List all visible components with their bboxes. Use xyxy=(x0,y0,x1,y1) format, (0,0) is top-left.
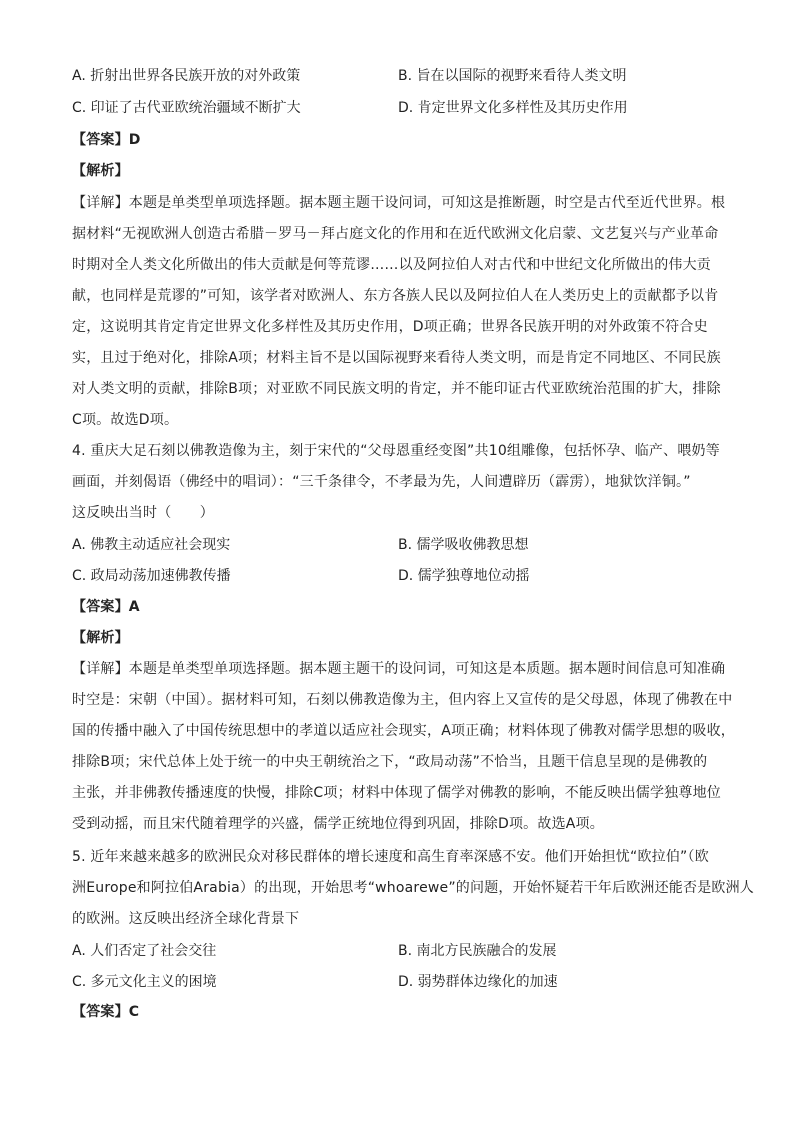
q4-analysis-heading: 【解析】 xyxy=(72,630,129,646)
q5-option-c: C. 多元文化主义的困境 xyxy=(72,974,217,990)
q4-detail-line: 【详解】本题是单类型单项选择题。据本题主题干的设问词，可知这是本质题。据本题时间信息可知准确 xyxy=(72,661,726,677)
q3-option-b: B. 旨在以国际的视野来看待人类文明 xyxy=(398,68,627,84)
q4-option-d: D. 儒学独尊地位动摇 xyxy=(398,568,530,584)
q5-option-a: A. 人们否定了社会交往 xyxy=(72,943,217,959)
q5-answer: 【答案】C xyxy=(72,1004,140,1020)
q3-detail-line: C项。故选D项。 xyxy=(72,412,179,428)
q4-detail-line: 主张，并非佛教传播速度的快慢，排除C项；材料中体现了儒学对佛教的影响，不能反映出儒学独尊地位 xyxy=(72,785,721,801)
q4-stem-line: 画面，并刻偈语（佛经中的唱词）：“三千条律令，不孝最为先，人间遭辟历（霹雳），地狱饮洋铜。” xyxy=(72,474,691,490)
q4-stem-line: 4. 重庆大足石刻以佛教造像为主，刻于宋代的“父母恩重经变图”共10组雕像，包括怀孕、临产、喂奶等 xyxy=(72,443,720,459)
q3-analysis-heading: 【解析】 xyxy=(72,163,129,179)
q3-detail-line: 实，且过于绝对化，排除A项；材料主旨不是以国际视野来看待人类文明，而是肯定不同地区、不同民族 xyxy=(72,350,721,366)
q4-detail-line: 排除B项；宋代总体上处于统一的中央王朝统治之下，“政局动荡”不恰当，且题干信息呈现的是佛教的 xyxy=(72,754,708,770)
q3-answer: 【答案】D xyxy=(72,132,141,148)
q5-stem-line: 洲Europe和阿拉伯Arabia）的出现，开始思考“whoarewe”的问题，开始怀疑若干年后欧洲还能否是欧洲人 xyxy=(72,880,754,896)
q3-detail-line: 献，也同样是荒谬的”可知，该学者对欧洲人、东方各族人民以及阿拉伯人在人类历史上的贡献都予以肯 xyxy=(72,288,719,304)
q5-option-b: B. 南北方民族融合的发展 xyxy=(398,943,557,959)
q4-answer: 【答案】A xyxy=(72,599,140,615)
q4-stem-line: 这反映出当时（ ） xyxy=(72,505,214,521)
q4-detail-line: 受到动摇，而且宋代随着理学的兴盛，儒学正统地位得到巩固，排除D项。故选A项。 xyxy=(72,816,604,832)
q4-option-b: B. 儒学吸收佛教思想 xyxy=(398,537,529,553)
q3-detail-line: 对人类文明的贡献，排除B项；对亚欧不同民族文明的肯定，并不能印证古代亚欧统治范围的扩大，排除 xyxy=(72,381,721,397)
q4-detail-line: 时空是：宋朝（中国）。据材料可知，石刻以佛教造像为主，但内容上又宣传的是父母恩，体现了佛教在中 xyxy=(72,692,733,708)
q5-stem-line: 5. 近年来越来越多的欧洲民众对移民群体的增长速度和高生育率深感不安。他们开始担忧“欧拉伯”（欧 xyxy=(72,849,709,865)
q5-stem-line: 的欧洲。这反映出经济全球化背景下 xyxy=(72,911,300,927)
q3-option-c: C. 印证了古代亚欧统治疆域不断扩大 xyxy=(72,100,301,116)
q3-detail-line: 时期对全人类文化所做出的伟大贡献是何等荒谬……以及阿拉伯人对古代和中世纪文化所做出的伟大贡 xyxy=(72,257,711,273)
q4-option-c: C. 政局动荡加速佛教传播 xyxy=(72,568,231,584)
q3-detail-line: 【详解】本题是单类型单项选择题。据本题主题干设问词，可知这是推断题，时空是古代至近代世界。根 xyxy=(72,195,726,211)
q3-detail-line: 定，这说明其肯定肯定世界文化多样性及其历史作用，D项正确；世界各民族开明的对外政策不符合史 xyxy=(72,319,708,335)
q3-option-a: A. 折射出世界各民族开放的对外政策 xyxy=(72,68,301,84)
q3-option-d: D. 肯定世界文化多样性及其历史作用 xyxy=(398,100,628,116)
q4-detail-line: 国的传播中融入了中国传统思想中的孝道以适应社会现实，A项正确；材料体现了佛教对儒学思想的吸收， xyxy=(72,723,735,739)
q3-detail-line: 据材料“无视欧洲人创造古希腊－罗马－拜占庭文化的作用和在近代欧洲文化启蒙、文艺复兴与产业革命 xyxy=(72,226,719,242)
q5-option-d: D. 弱势群体边缘化的加速 xyxy=(398,974,558,990)
q4-option-a: A. 佛教主动适应社会现实 xyxy=(72,537,231,553)
